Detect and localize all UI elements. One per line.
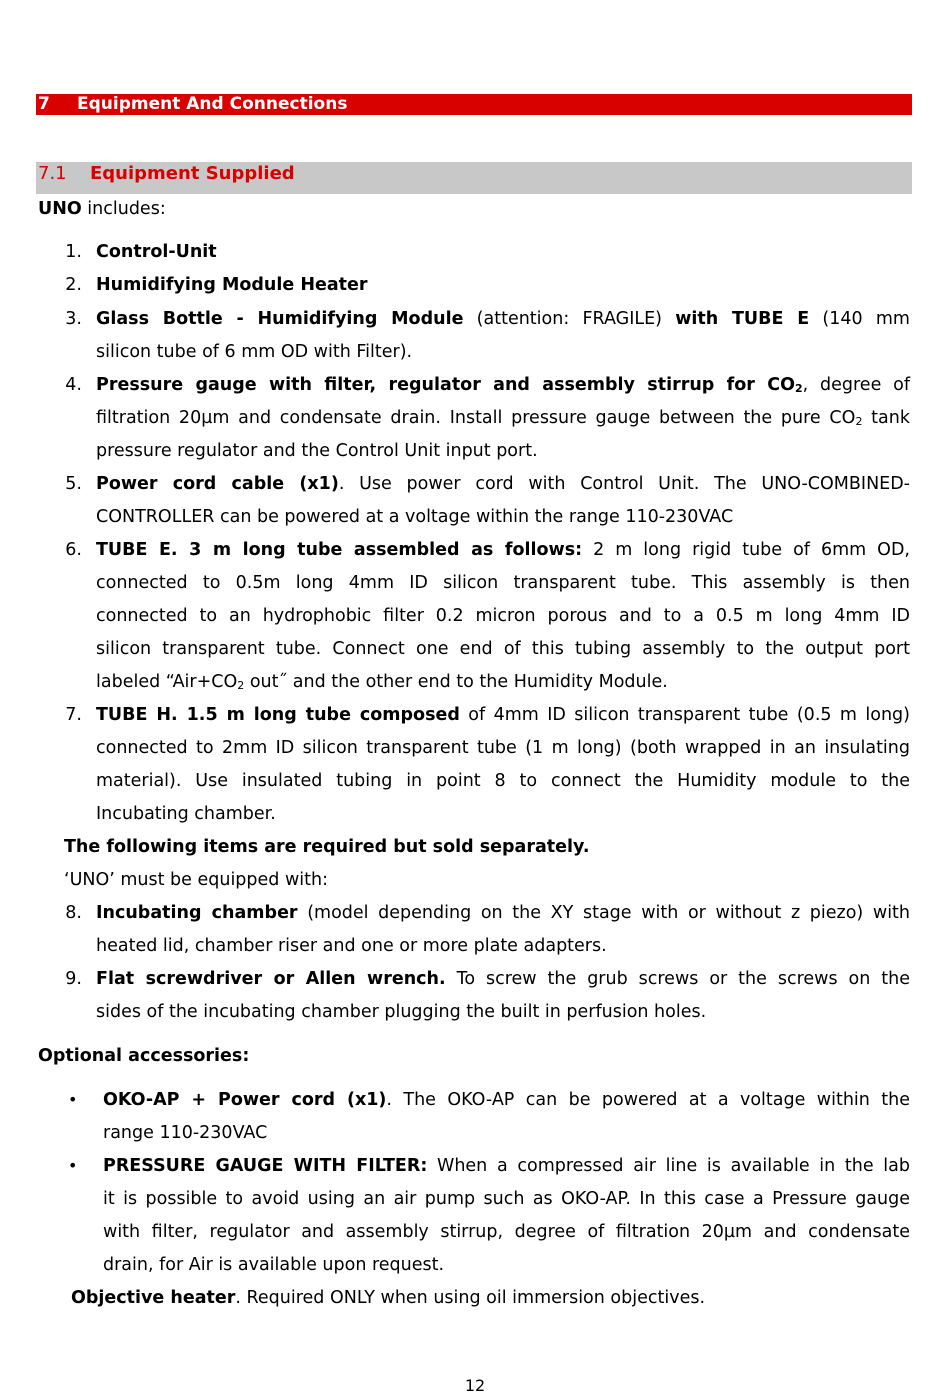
- bullet-item-line: with filter, regulator and assembly stirrup, degree of filtration 20µm and condensate: [103, 1222, 910, 1242]
- list-item-line: [96, 307, 910, 331]
- item-4-l2b: tank: [862, 408, 910, 428]
- bullet-item-line: [103, 1088, 910, 1112]
- item-1-text: Control-Unit: [96, 242, 217, 262]
- item-number: 8.: [65, 903, 82, 923]
- list-item-line: connected to 2mm ID silicon transparent tube (1 m long) (both wrapped in an insulating: [96, 738, 910, 758]
- item-number: 2.: [65, 275, 82, 295]
- page-number: 12: [464, 1376, 486, 1395]
- item-7-rest: of 4mm ID silicon transparent tube (0.5 m long): [459, 705, 910, 725]
- bullet-item-line: range 110-230VAC: [103, 1123, 268, 1143]
- list-item-line: material). Use insulated tubing in point 8 to connect the Humidity module to the: [96, 771, 910, 791]
- optional-heading: Optional accessories:: [38, 1046, 250, 1066]
- item-number: 5.: [65, 474, 82, 494]
- item-3-mid: (attention: FRAGILE): [476, 309, 662, 329]
- item-3-bold-b: with TUBE E: [675, 309, 810, 329]
- objective-bold: Objective heater: [71, 1288, 236, 1308]
- list-item-line: heated lid, chamber riser and one or more plate adapters.: [96, 936, 607, 956]
- item-6-l5b: out˝ and the other end to the Humidity Module.: [244, 672, 668, 692]
- intro-text: includes:: [81, 199, 166, 219]
- item-7-bold: TUBE H. 1.5 m long tube composed: [96, 705, 460, 725]
- section-heading: [36, 94, 912, 115]
- item-4-sub: 2: [794, 382, 803, 395]
- item-9-bold: Flat screwdriver or Allen wrench.: [96, 969, 446, 989]
- list-item-line: [96, 406, 910, 432]
- list-item-line: sides of the incubating chamber plugging the built in perfusion holes.: [96, 1002, 707, 1022]
- list-item-line: [96, 373, 910, 399]
- intro-paragraph: [38, 197, 166, 221]
- bullet-1-rest: . The OKO-AP can be powered at a voltage within the: [386, 1090, 910, 1110]
- bullet-icon: •: [68, 1156, 78, 1175]
- item-8-rest: (model depending on the XY stage with or without z piezo) with: [297, 903, 911, 923]
- item-6-rest: 2 m long rigid tube of 6mm OD,: [582, 540, 910, 560]
- bullet-item-line: it is possible to avoid using an air pump such as OKO-AP. In this case a Pressure gauge: [103, 1189, 910, 1209]
- bullet-item-line: drain, for Air is available upon request.: [103, 1255, 445, 1275]
- bullet-1-bold: OKO-AP + Power cord (x1): [103, 1090, 387, 1110]
- item-9-rest: To screw the grub screws or the screws on the: [445, 969, 910, 989]
- list-item-line: [96, 538, 910, 562]
- separate-heading: The following items are required but sold separately.: [64, 837, 590, 857]
- list-item-line: Incubating chamber.: [96, 804, 276, 824]
- item-number: 4.: [65, 375, 82, 395]
- subsection-title: Equipment Supplied: [90, 163, 295, 184]
- section-number: 7: [38, 94, 50, 114]
- list-item-line: [96, 472, 910, 496]
- section-title: Equipment And Connections: [77, 94, 348, 114]
- list-item-line: connected to 0.5m long 4mm ID silicon transparent tube. This assembly is then: [96, 573, 910, 593]
- list-item: [96, 240, 217, 264]
- item-5-rest: . Use power cord with Control Unit. The UNO-COMBINED-: [338, 474, 911, 494]
- bullet-2-bold: PRESSURE GAUGE WITH FILTER:: [103, 1156, 428, 1176]
- item-8-bold: Incubating chamber: [96, 903, 298, 923]
- bullet-icon: •: [68, 1090, 78, 1109]
- item-3-end: (140 mm: [822, 309, 910, 329]
- list-item: [96, 273, 368, 297]
- list-item-line: silicon tube of 6 mm OD with Filter).: [96, 342, 413, 362]
- list-item-line: CONTROLLER can be powered at a voltage within the range 110-230VAC: [96, 507, 734, 527]
- subsection-heading: [36, 162, 912, 194]
- list-item-line: pressure regulator and the Control Unit input port.: [96, 441, 538, 461]
- item-number: 3.: [65, 309, 82, 329]
- item-4-l2a: filtration 20µm and condensate drain. Install pressure gauge between the pure CO: [96, 408, 856, 428]
- bullet-item-line: [103, 1154, 910, 1178]
- list-item-line: connected to an hydrophobic filter 0.2 micron porous and to a 0.5 m long 4mm ID: [96, 606, 910, 626]
- item-4-l2sub: 2: [855, 415, 863, 428]
- objective-rest: . Required ONLY when using oil immersion objectives.: [235, 1288, 706, 1308]
- item-number: 1.: [65, 242, 82, 262]
- item-4-end: , degree of: [802, 375, 910, 395]
- item-number: 9.: [65, 969, 82, 989]
- separate-intro: ‘UNO’ must be equipped with:: [64, 870, 328, 890]
- list-item-line: [96, 703, 910, 727]
- item-3-bold-a: Glass Bottle - Humidifying Module: [96, 309, 464, 329]
- item-6-l5a: labeled “Air+CO: [96, 672, 238, 692]
- list-item-line: [96, 901, 910, 925]
- item-2-text: Humidifying Module Heater: [96, 275, 368, 295]
- item-5-bold: Power cord cable (x1): [96, 474, 339, 494]
- subsection-number: 7.1: [38, 163, 67, 184]
- bullet-2-rest: When a compressed air line is available in the lab: [427, 1156, 910, 1176]
- item-number: 6.: [65, 540, 82, 560]
- list-item-line: [96, 967, 910, 991]
- list-item-line: [96, 670, 668, 696]
- item-number: 7.: [65, 705, 82, 725]
- list-item-line: silicon transparent tube. Connect one end of this tubing assembly to the output port: [96, 639, 910, 659]
- item-6-l5sub: 2: [237, 679, 245, 692]
- item-4-bold: Pressure gauge with filter, regulator and assembly stirrup for CO: [96, 375, 795, 395]
- intro-bold: UNO: [38, 199, 82, 219]
- objective-paragraph: [71, 1286, 705, 1310]
- item-6-bold: TUBE E. 3 m long tube assembled as follows:: [96, 540, 583, 560]
